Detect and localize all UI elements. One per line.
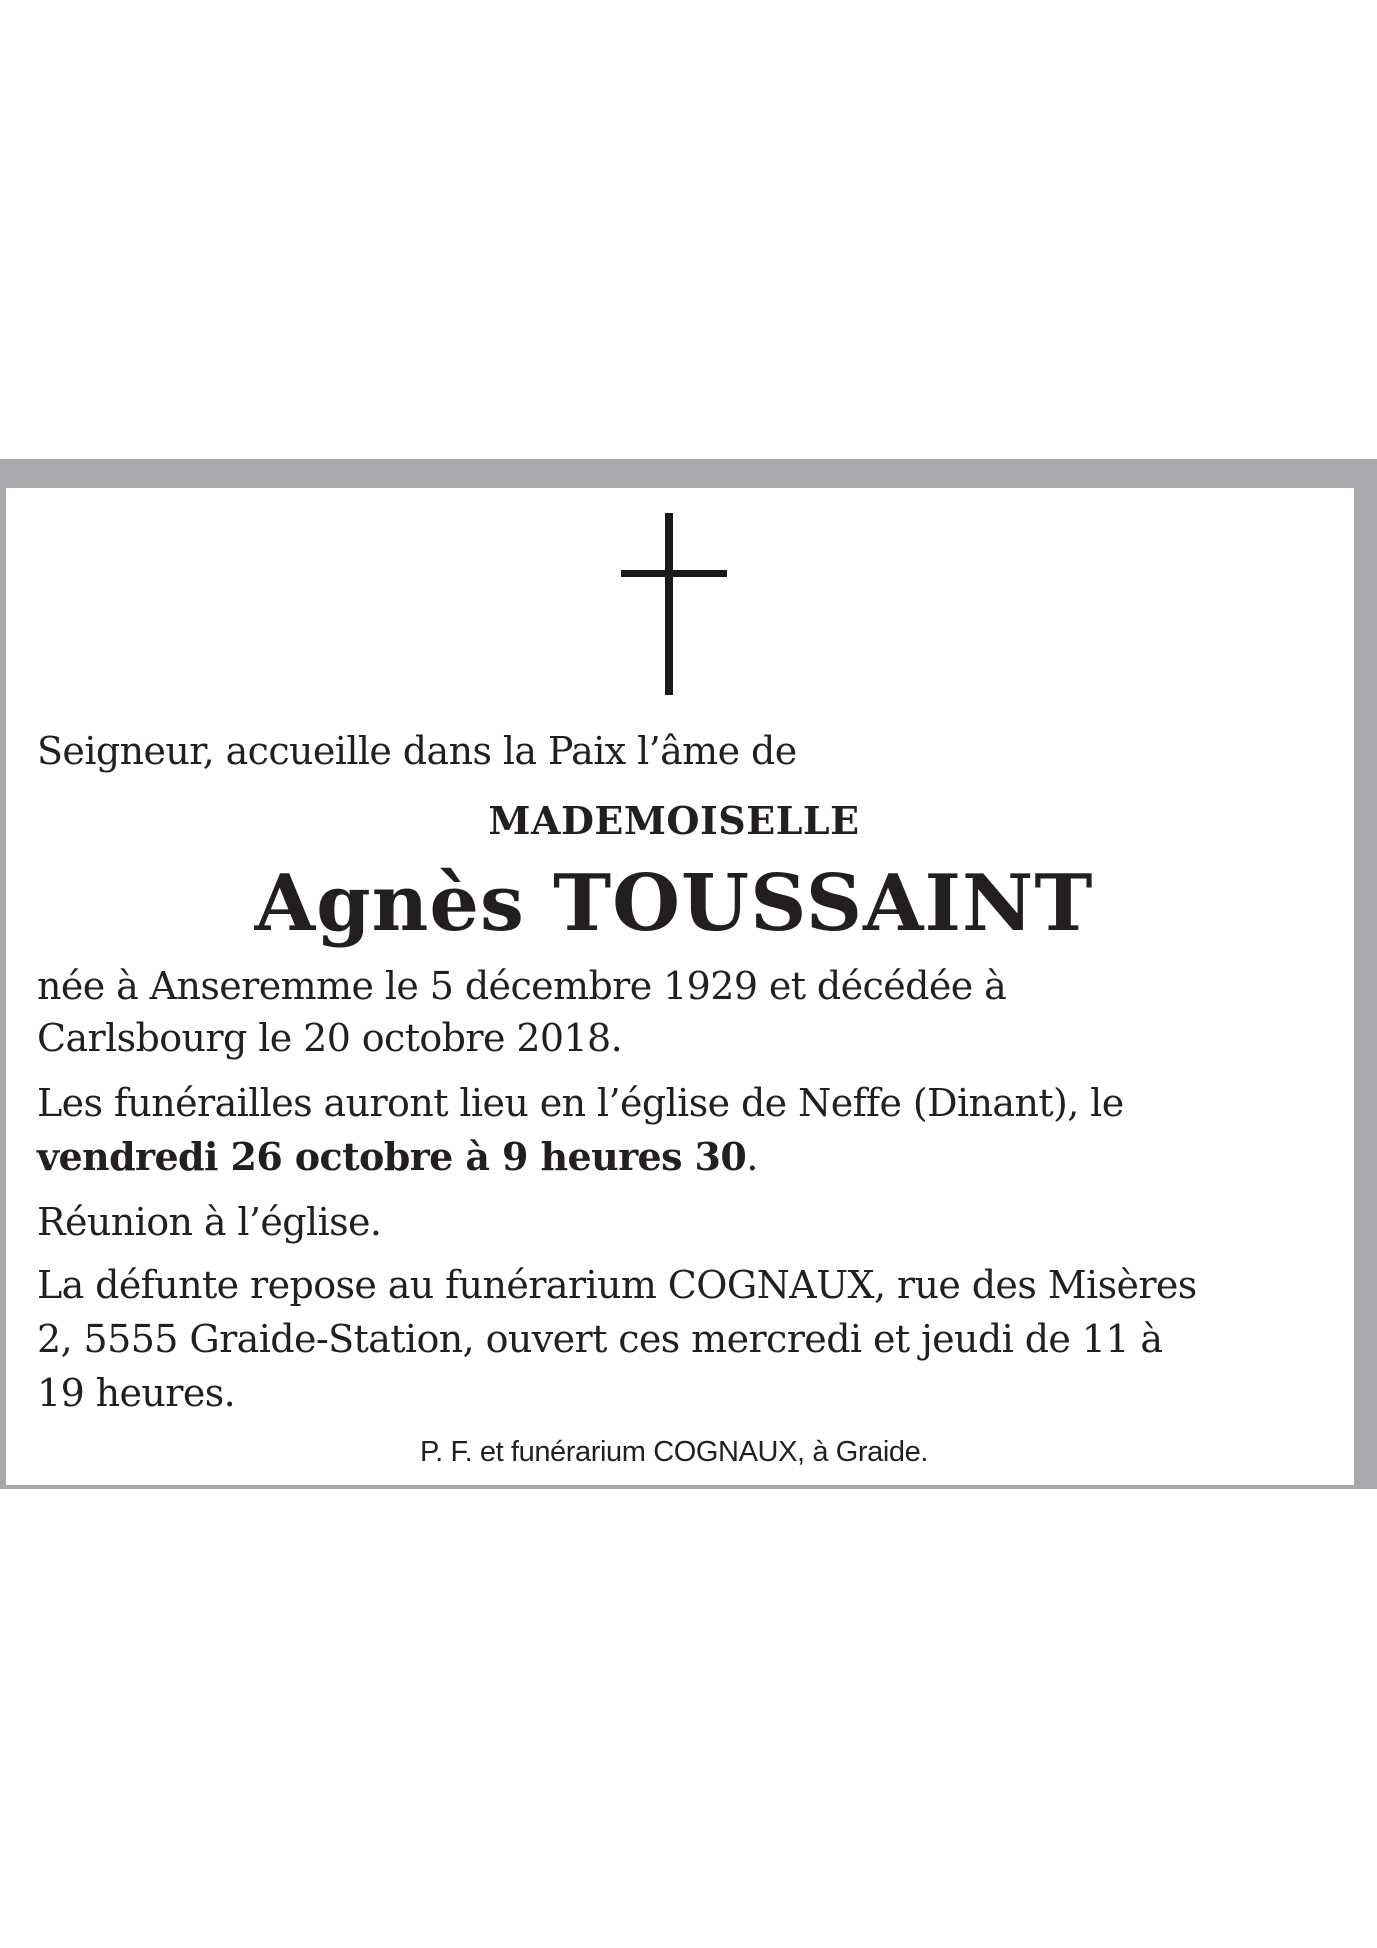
birth-death-line-2: Carlsbourg le 20 octobre 2018. — [37, 1016, 623, 1060]
meeting-text: Réunion à l’église. — [37, 1200, 382, 1244]
birth-death-line-1: née à Anseremme le 5 décembre 1929 et décédée à — [37, 964, 1007, 1008]
funeral-date: vendredi 26 octobre à 9 heures 30 — [37, 1134, 747, 1179]
resting-line-1: La défunte repose au funérarium COGNAUX, rue des Misères — [37, 1263, 1197, 1307]
resting-line-2: 2, 5555 Graide-Station, ouvert ces mercredi et jeudi de 11 à — [37, 1317, 1163, 1361]
cross-vertical-bar — [665, 513, 673, 695]
intro-text: Seigneur, accueille dans la Paix l’âme de — [37, 729, 797, 773]
funeral-home-footer: P. F. et funérarium COGNAUX, à Graide. — [419, 1436, 929, 1468]
resting-line-3: 19 heures. — [37, 1371, 236, 1415]
funeral-line-1: Les funérailles auront lieu en l’église de Neffe (Dinant), le — [37, 1081, 1124, 1125]
funeral-line-2 — [37, 1134, 758, 1180]
cross-horizontal-bar — [621, 570, 727, 577]
civility-title: MADEMOISELLE — [488, 798, 860, 843]
deceased-name: Agnès TOUSSAINT — [254, 858, 1094, 949]
funeral-period: . — [746, 1135, 758, 1179]
